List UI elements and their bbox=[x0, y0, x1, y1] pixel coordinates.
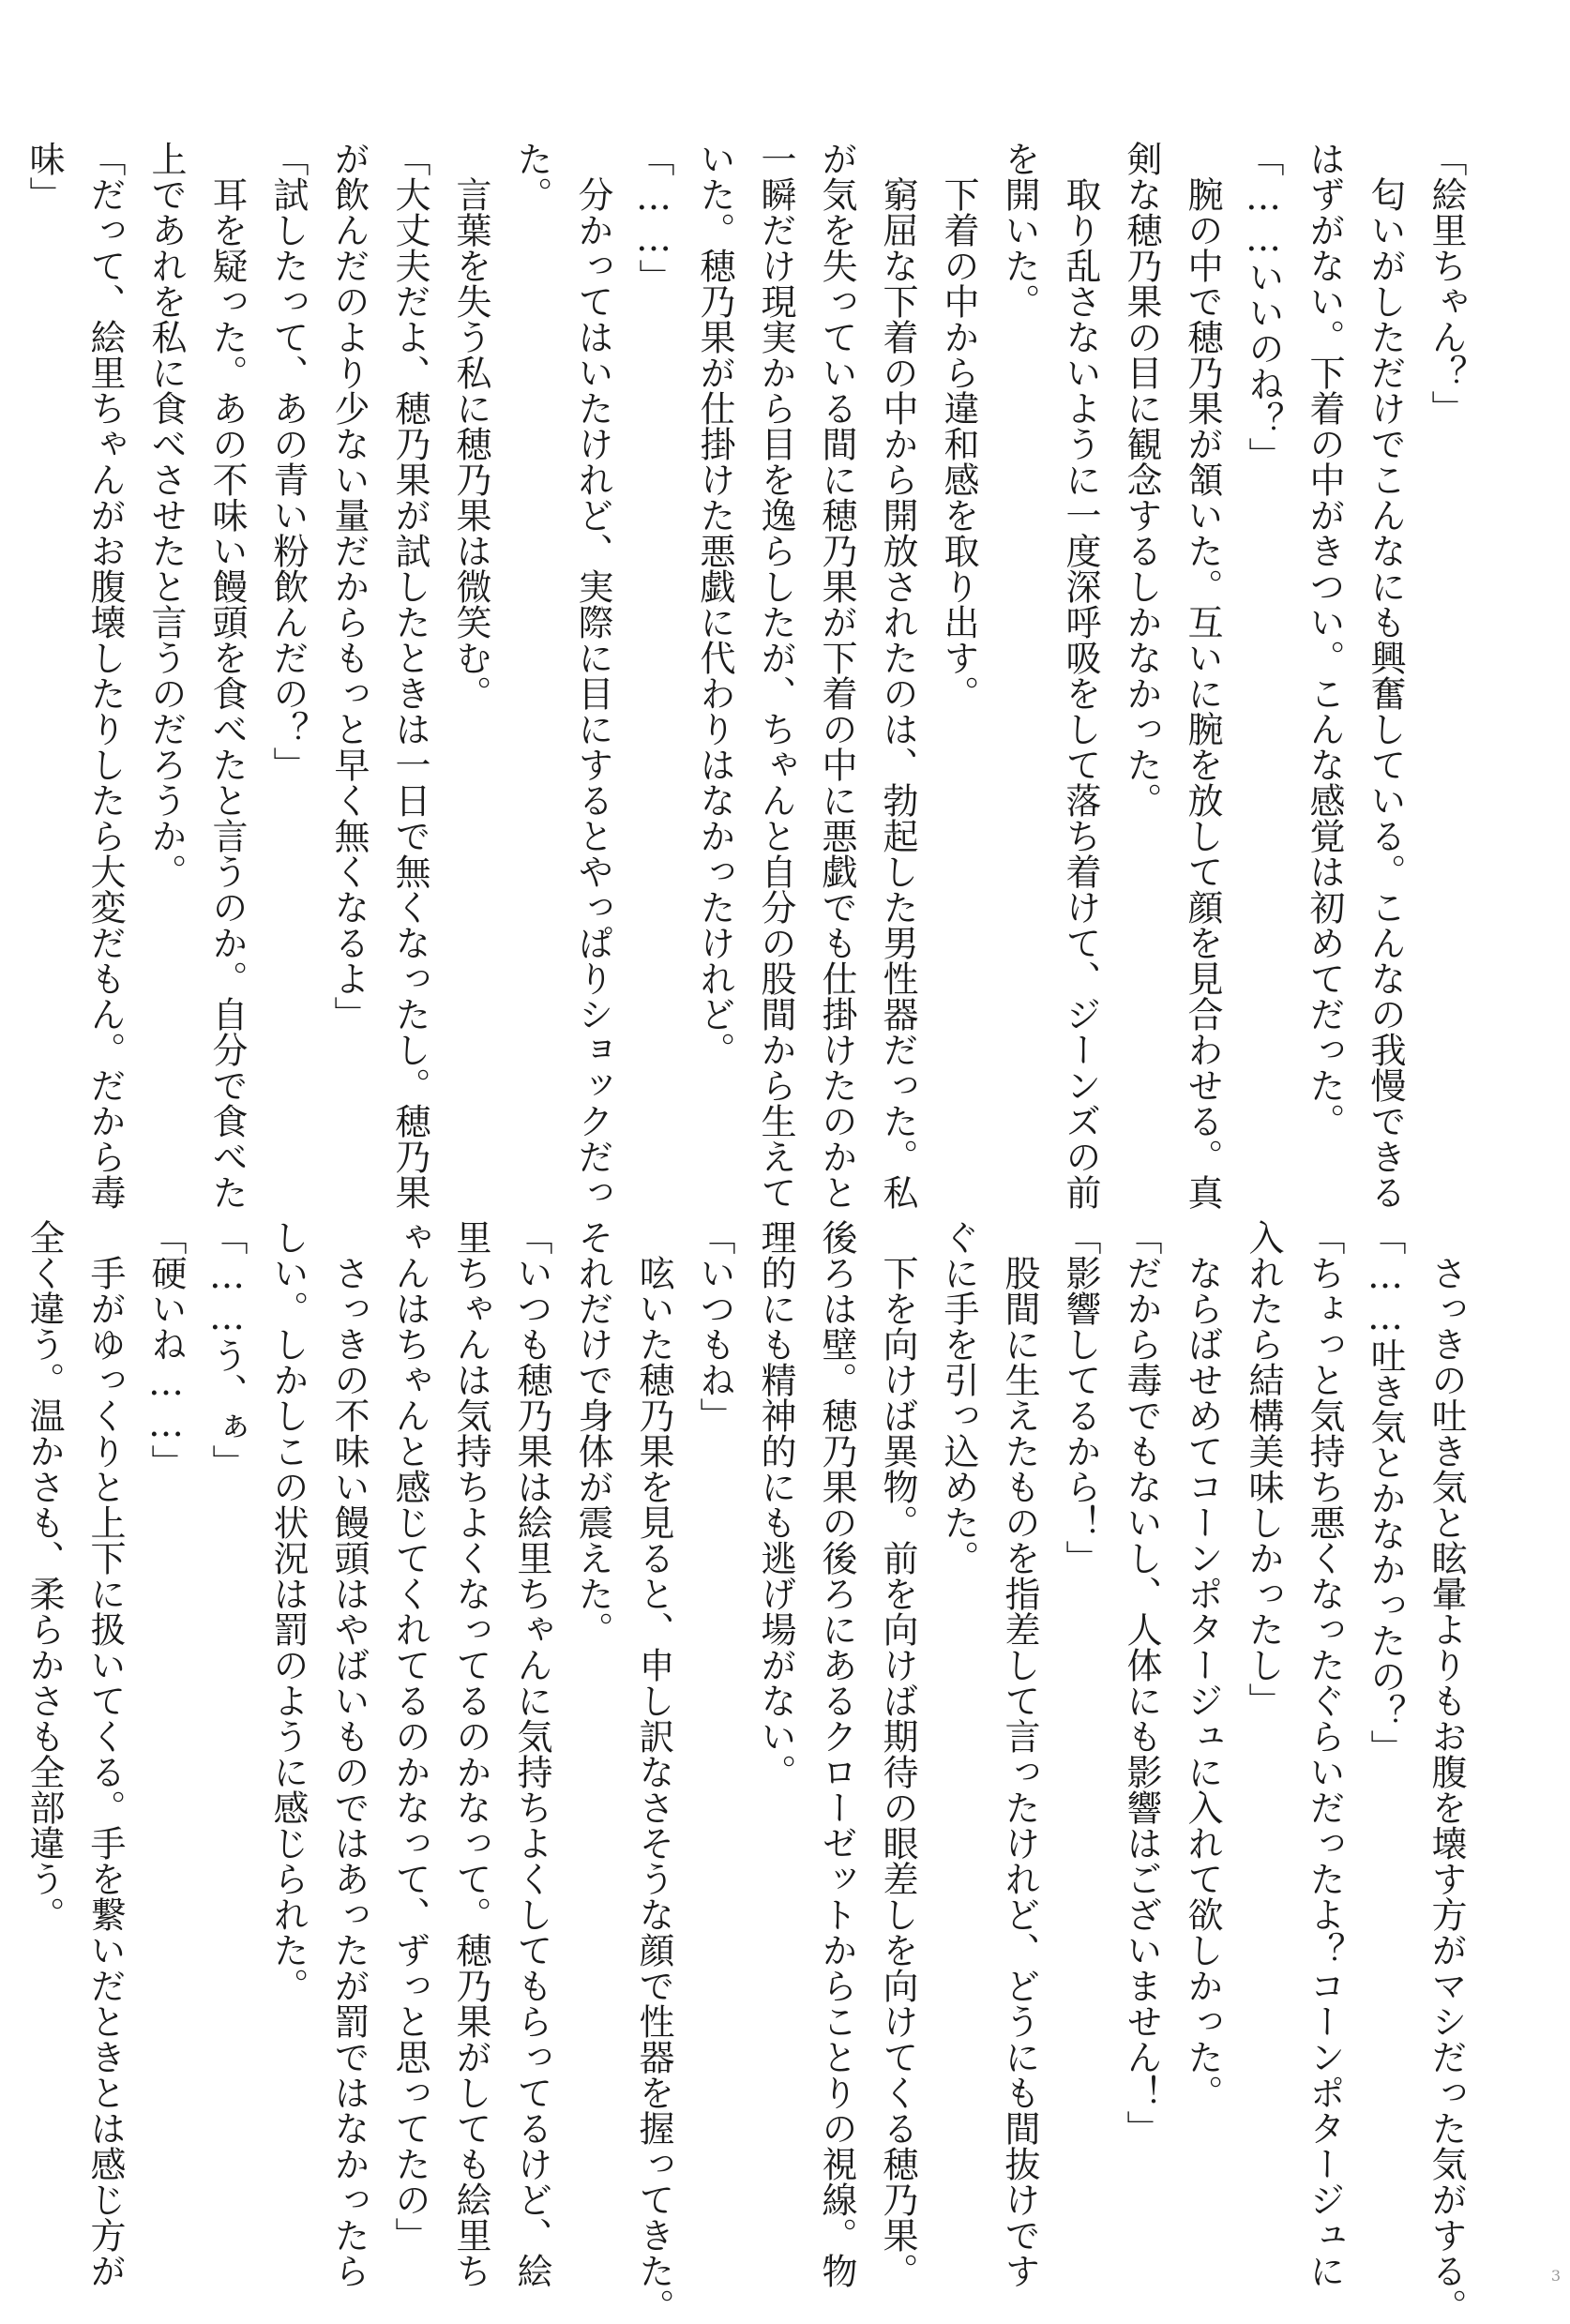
text-line: しい。しかしこの状況は罰のように感じられた。 bbox=[267, 1219, 309, 2003]
text-line: 「試したって、あの青い粉飲んだの？」 bbox=[267, 141, 309, 782]
text-line: 腕の中で穂乃果が頷いた。互いに腕を放して顔を見合わせる。真 bbox=[1182, 141, 1223, 1210]
text-line: 「大丈夫だよ、穂乃果が試したときは一日で無くなったし。穂乃果 bbox=[389, 141, 430, 1210]
text-line: 窮屈な下着の中から開放されたのは、勃起した男性器だった。私 bbox=[877, 141, 918, 1210]
text-line: 取り乱さないように一度深呼吸をして落ち着けて、ジーンズの前 bbox=[1060, 141, 1101, 1210]
text-line: 「……いいのね？」 bbox=[1243, 141, 1284, 473]
text-line: さっきの不味い饅頭はやばいものではあったが罰ではなかったら bbox=[328, 1219, 370, 2288]
text-line: いた。穂乃果が仕掛けた悪戯に代わりはなかったけれど。 bbox=[694, 141, 735, 1067]
text-line: 下着の中から違和感を取り出す。 bbox=[938, 141, 979, 711]
text-line: 「……」 bbox=[633, 141, 674, 294]
text-line: 「いつも穂乃果は絵里ちゃんに気持ちよくしてもらってるけど、絵 bbox=[511, 1219, 552, 2288]
text-line: 手がゆっくりと上下に扱いてくる。手を繋いだときとは感じ方が bbox=[84, 1219, 126, 2288]
text-line: さっきの吐き気と眩暈よりもお腹を壊す方がマシだった気がする。 bbox=[1426, 1219, 1467, 2324]
text-line: 里ちゃんは気持ちよくなってるのかなって。穂乃果がしても絵里ち bbox=[450, 1219, 491, 2288]
text-line: 「……吐き気とかなかったの？」 bbox=[1365, 1219, 1406, 1765]
text-line: 全く違う。温かさも、柔らかさも全部違う。 bbox=[23, 1219, 65, 1932]
text-line: 味」 bbox=[23, 141, 65, 212]
text-line: た。 bbox=[511, 141, 552, 212]
text-line: 匂いがしただけでこんなにも興奮している。こんなの我慢できる bbox=[1365, 141, 1406, 1210]
text-line: 分かってはいたけれど、実際に目にするとやっぱりショックだっ bbox=[572, 141, 613, 1210]
text-line: 剣な穂乃果の目に観念するしかなかった。 bbox=[1121, 141, 1162, 818]
text-line: 股間に生えたものを指差して言ったけれど、どうにも間抜けです bbox=[999, 1219, 1040, 2288]
page-number: 3 bbox=[1550, 2267, 1561, 2285]
text-block-top bbox=[23, 141, 1476, 1210]
text-line: 呟いた穂乃果を見ると、申し訳なさそうな顔で性器を握ってきた。 bbox=[633, 1219, 674, 2324]
text-block-bottom bbox=[23, 1219, 1476, 2324]
text-line: 耳を疑った。あの不味い饅頭を食べたと言うのか。自分で食べた bbox=[206, 141, 248, 1210]
text-line: 「絵里ちゃん？」 bbox=[1426, 141, 1467, 426]
text-line: ゃんはちゃんと感じてくれてるのかなって、ずっと思ってたの」 bbox=[389, 1219, 430, 2253]
text-line: 「だって、絵里ちゃんがお腹壊したりしたら大変だもん。だから毒 bbox=[84, 141, 126, 1210]
text-line: それだけで身体が震えた。 bbox=[572, 1219, 613, 1647]
text-line: 理的にも精神的にも逃げ場がない。 bbox=[755, 1219, 796, 1789]
text-line: 一瞬だけ現実から目を逸らしたが、ちゃんと自分の股間から生えて bbox=[755, 141, 796, 1210]
text-line: はずがない。下着の中がきつい。こんな感覚は初めてだった。 bbox=[1304, 141, 1345, 1139]
text-line: 上であれを私に食べさせたと言うのだろうか。 bbox=[145, 141, 187, 889]
text-line: 入れたら結構美味しかったし」 bbox=[1243, 1219, 1284, 1718]
text-line: が気を失っている間に穂乃果が下着の中に悪戯でも仕掛けたのかと bbox=[816, 141, 857, 1210]
text-line: が飲んだのより少ない量だからもっと早く無くなるよ」 bbox=[328, 141, 370, 1032]
text-line: を開いた。 bbox=[999, 141, 1040, 319]
text-line: 「影響してるから！」 bbox=[1060, 1219, 1101, 1576]
text-line: 言葉を失う私に穂乃果は微笑む。 bbox=[450, 141, 491, 711]
text-line: 「いつもね」 bbox=[694, 1219, 735, 1433]
text-line: 下を向けば異物。前を向けば期待の眼差しを向けてくる穂乃果。 bbox=[877, 1219, 918, 2288]
text-line: ぐに手を引っ込めた。 bbox=[938, 1219, 979, 1576]
text-line: 「ちょっと気持ち悪くなったぐらいだったよ？コーンポタージュに bbox=[1304, 1219, 1345, 2288]
text-line: 「硬いね……」 bbox=[145, 1219, 187, 1480]
text-line: 「だから毒でもないし、人体にも影響はございません！」 bbox=[1121, 1219, 1162, 2146]
text-line: 「……う、ぁ」 bbox=[206, 1219, 248, 1480]
text-line: ならばせめてコーンポタージュに入れて欲しかった。 bbox=[1182, 1219, 1223, 2110]
text-line: 後ろは壁。穂乃果の後ろにあるクローゼットからことりの視線。物 bbox=[816, 1219, 857, 2288]
